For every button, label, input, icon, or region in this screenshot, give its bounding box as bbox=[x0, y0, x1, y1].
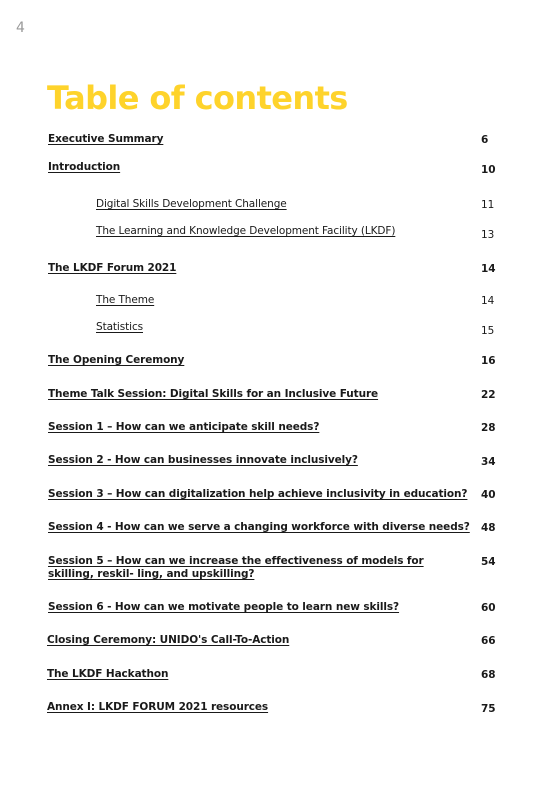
toc-entry-page: 68 bbox=[481, 669, 496, 681]
toc-entry-label: The Opening Ceremony bbox=[48, 354, 185, 366]
toc-entry-page: 14 bbox=[481, 263, 496, 275]
toc-entry-page: 66 bbox=[481, 635, 496, 647]
toc-entry-page: 60 bbox=[481, 602, 496, 614]
toc-entry-page: 34 bbox=[481, 456, 496, 468]
toc-entry-page: 16 bbox=[481, 355, 496, 367]
toc-entry-label: The LKDF Forum 2021 bbox=[48, 262, 177, 274]
toc-entry-page: 48 bbox=[481, 522, 496, 534]
toc-entry-page: 28 bbox=[481, 422, 496, 434]
toc-entry-label: The Theme bbox=[96, 294, 155, 306]
toc-entry-label: Introduction bbox=[48, 161, 121, 173]
page-number: 4 bbox=[16, 20, 25, 36]
toc-entry-page: 6 bbox=[481, 134, 489, 146]
toc-entry-label: Session 2 - How can businesses innovate inclusively? bbox=[48, 454, 358, 466]
toc-entry-label: Session 6 - How can we motivate people to learn new skills? bbox=[48, 601, 400, 613]
toc-entry-label: Session 5 – How can we increase the effectiveness of models for skilling, reskil- ling, and upskilling? bbox=[48, 555, 424, 580]
toc-entry-page: 15 bbox=[481, 325, 495, 337]
toc-entry-label: Annex I: LKDF FORUM 2021 resources bbox=[47, 701, 269, 713]
toc-entry-label: The Learning and Knowledge Development Facility (LKDF) bbox=[96, 225, 396, 237]
toc-entry-label: Digital Skills Development Challenge bbox=[96, 198, 287, 210]
toc-entry-label: Closing Ceremony: UNIDO's Call-To-Action bbox=[47, 634, 290, 646]
toc-entry-label: Statistics bbox=[96, 321, 143, 333]
toc-entry-label: Executive Summary bbox=[48, 133, 164, 145]
toc-entry-label: Theme Talk Session: Digital Skills for an Inclusive Future bbox=[48, 388, 379, 400]
toc-entry-label: Session 4 - How can we serve a changing workforce with diverse needs? bbox=[48, 521, 470, 533]
toc-entry-page: 75 bbox=[481, 703, 496, 715]
toc-entry-label: The LKDF Hackathon bbox=[47, 668, 169, 680]
toc-entry-label: Session 3 – How can digitalization help achieve inclusivity in education? bbox=[48, 488, 468, 500]
toc-entry-page: 14 bbox=[481, 295, 495, 307]
page-title: Table of contents bbox=[47, 79, 348, 117]
toc-entry-page: 13 bbox=[481, 229, 495, 241]
toc-entry-label: Session 1 – How can we anticipate skill needs? bbox=[48, 421, 320, 433]
toc-entry-page: 54 bbox=[481, 556, 496, 568]
toc-entry-page: 40 bbox=[481, 489, 496, 501]
toc-entry-page: 11 bbox=[481, 199, 495, 211]
toc-entry-page: 22 bbox=[481, 389, 496, 401]
toc-entry-page: 10 bbox=[481, 164, 496, 176]
